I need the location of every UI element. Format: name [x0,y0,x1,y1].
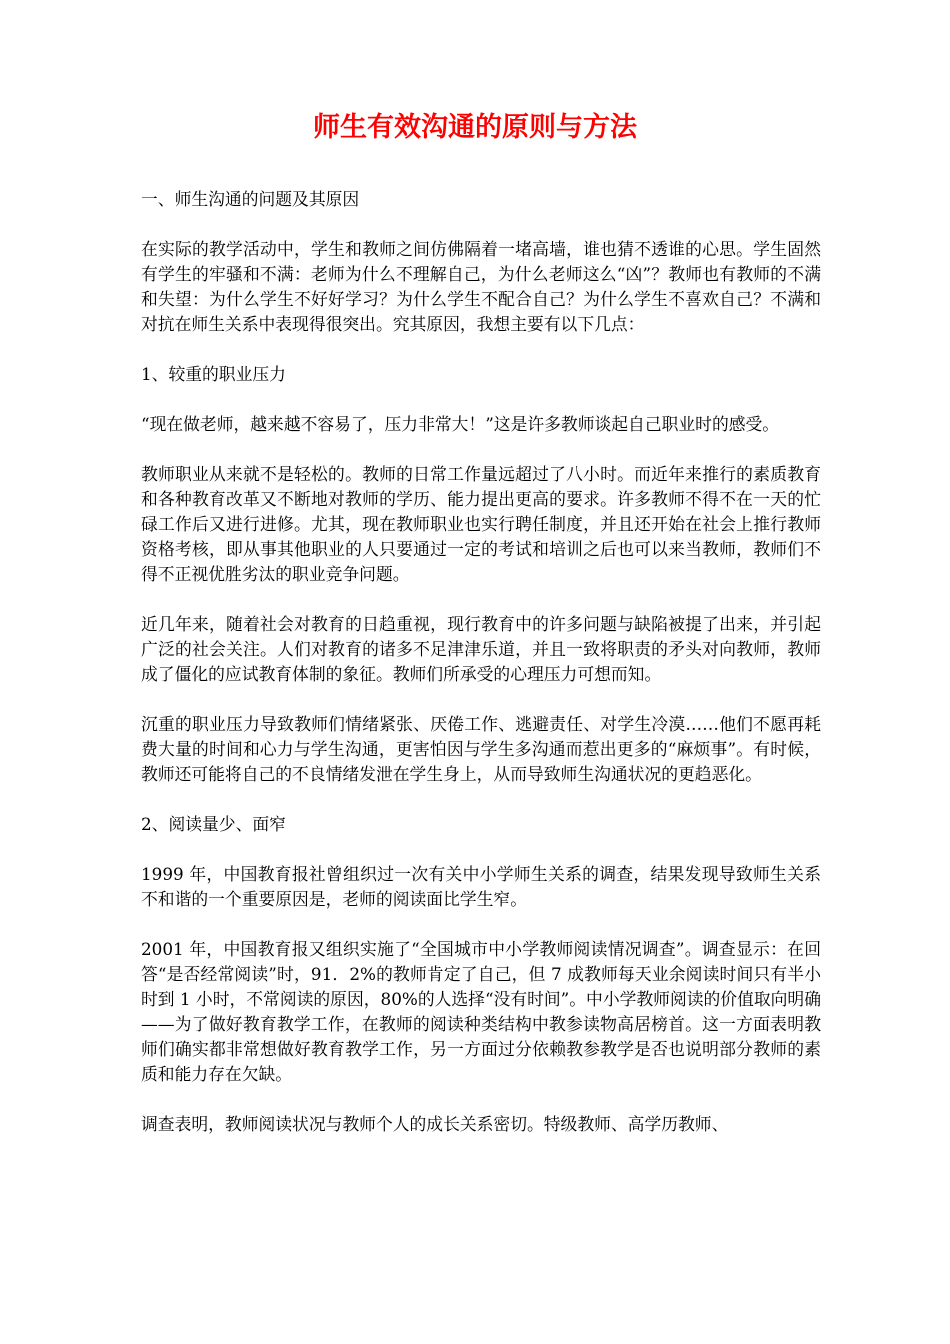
body-paragraph: 教师职业从来就不是轻松的。教师的日常工作量远超过了八小时。而近年来推行的素质教育和各种教育改革又不断地对教师的学历、能力提出更高的要求。许多教师不得不在一天的忙碌工作后又进行进修。尤其，现在教师职业也实行聘任制度，并且还开始在社会上推行教师资格考核，即从事其他职业的人只要通过一定的考试和培训之后也可以来当教师，教师们不得不正视优胜劣汰的职业竞争问题。 [141,464,821,584]
body-paragraph: 沉重的职业压力导致教师们情绪紧张、厌倦工作、逃避责任、对学生冷漠……他们不愿再耗费大量的时间和心力与学生沟通，更害怕因与学生多沟通而惹出更多的“麻烦事”。有时候，教师还可能将自己的不良情绪发泄在学生身上，从而导致师生沟通状况的更趋恶化。 [141,714,821,784]
section-heading: 2、阅读量少、面窄 [141,814,286,834]
section-heading: 一、师生沟通的问题及其原因 [141,189,360,209]
body-paragraph: 调查表明，教师阅读状况与教师个人的成长关系密切。特级教师、高学历教师、 [141,1114,729,1134]
body-paragraph: 1999 年，中国教育报社曾组织过一次有关中小学师生关系的调查，结果发现导致师生关系不和谐的一个重要原因是，老师的阅读面比学生窄。 [141,864,821,909]
section-heading: 1、较重的职业压力 [141,364,286,384]
body-paragraph: 2001 年，中国教育报又组织实施了“全国城市中小学教师阅读情况调查”。调查显示：在回答“是否经常阅读”时，91．2%的教师肯定了自己，但 7 成教师每天业余阅读时间只有半小时到 1 小时，不常阅读的原因，80%的人选择“没有时间”。中小学教师阅读的价值取向明确——为了做好教育教学工作，在教师的阅读种类结构中教参读物高居榜首。这一方面表明教师们确实都非常想做好教育教学工作，另一方面过分依赖教参教学是否也说明部分教师的素质和能力存在欠缺。 [141,939,821,1084]
body-paragraph: “现在做老师，越来越不容易了，压力非常大！”这是许多教师谈起自己职业时的感受。 [141,414,780,434]
body-paragraph: 在实际的教学活动中，学生和教师之间仿佛隔着一堵高墙，谁也猜不透谁的心思。学生固然有学生的牢骚和不满：老师为什么不理解自己，为什么老师这么“凶”？教师也有教师的不满和失望：为什么学生不好好学习？为什么学生不配合自己？为什么学生不喜欢自己？不满和对抗在师生关系中表现得很突出。究其原因，我想主要有以下几点： [141,239,821,334]
page-title: 师生有效沟通的原则与方法 [313,112,637,143]
document-body [141,187,821,1162]
body-paragraph: 近几年来，随着社会对教育的日趋重视，现行教育中的许多问题与缺陷被提了出来，并引起广泛的社会关注。人们对教育的诸多不足津津乐道，并且一致将职责的矛头对向教师，教师成了僵化的应试教育体制的象征。教师们所承受的心理压力可想而知。 [141,614,821,684]
